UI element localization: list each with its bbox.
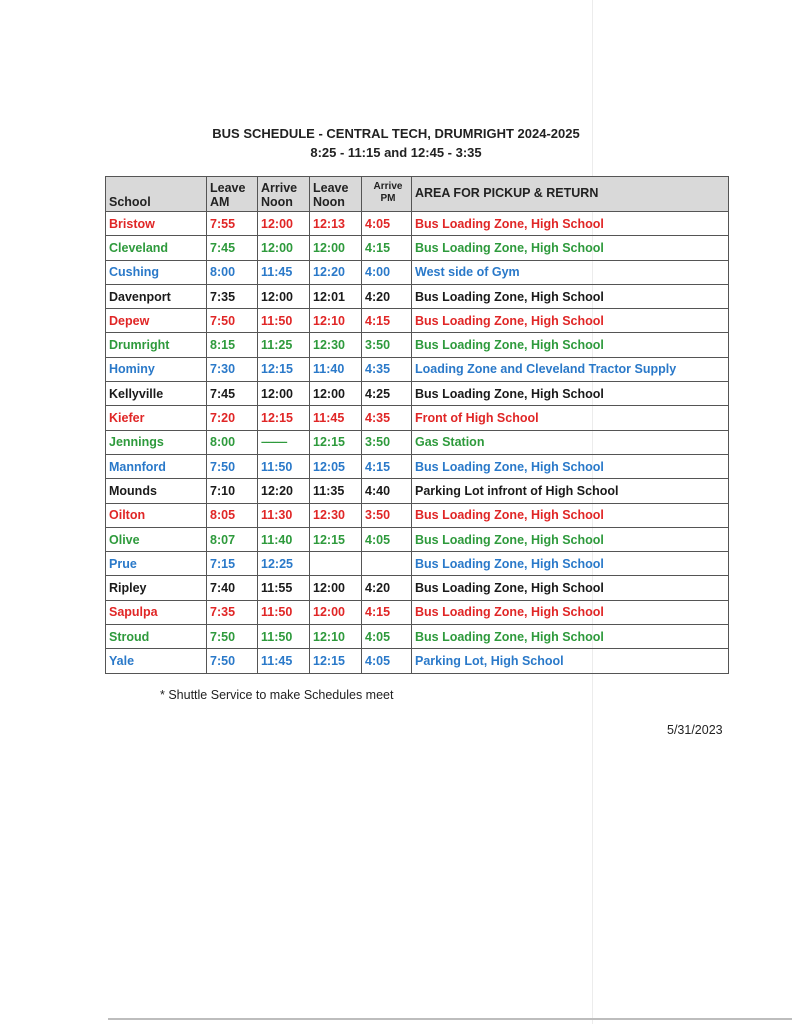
table-row — [106, 357, 729, 381]
cell-area: Parking Lot infront of High School — [412, 479, 729, 503]
cell-leave-am: 7:50 — [207, 625, 258, 649]
page-title: BUS SCHEDULE - CENTRAL TECH, DRUMRIGHT 2024-2025 — [212, 126, 580, 141]
table-row — [106, 236, 729, 260]
table-row — [106, 212, 729, 236]
table-row — [106, 406, 729, 430]
cell-leave-noon: 12:30 — [310, 503, 362, 527]
cell-school: Kellyville — [106, 382, 207, 406]
cell-school: Mannford — [106, 454, 207, 478]
cell-school: Prue — [106, 552, 207, 576]
cell-school: Yale — [106, 649, 207, 673]
cell-leave-noon: 12:13 — [310, 212, 362, 236]
cell-arrive-noon: 12:00 — [258, 382, 310, 406]
cell-area: Bus Loading Zone, High School — [412, 600, 729, 624]
cell-area: Parking Lot, High School — [412, 649, 729, 673]
cell-area: Bus Loading Zone, High School — [412, 333, 729, 357]
cell-area: Loading Zone and Cleveland Tractor Supply — [412, 357, 729, 381]
col-header-arrive-noon: Arrive Noon — [258, 177, 310, 212]
cell-leave-noon: 12:01 — [310, 284, 362, 308]
cell-school: Hominy — [106, 357, 207, 381]
cell-arrive-noon: 11:45 — [258, 649, 310, 673]
document-date: 5/31/2023 — [667, 723, 723, 737]
table-row — [106, 479, 729, 503]
cell-area: Bus Loading Zone, High School — [412, 576, 729, 600]
cell-school: Jennings — [106, 430, 207, 454]
cell-arrive-pm: 4:20 — [362, 576, 412, 600]
cell-leave-noon: 12:15 — [310, 527, 362, 551]
cell-leave-noon: 12:00 — [310, 382, 362, 406]
cell-leave-noon: 12:00 — [310, 236, 362, 260]
cell-arrive-noon: 11:55 — [258, 576, 310, 600]
cell-arrive-pm: 4:00 — [362, 260, 412, 284]
cell-arrive-pm: 4:15 — [362, 236, 412, 260]
col-header-arrive-pm: Arrive PM — [362, 177, 412, 212]
cell-arrive-noon: 11:50 — [258, 454, 310, 478]
cell-school: Cushing — [106, 260, 207, 284]
cell-area: Bus Loading Zone, High School — [412, 503, 729, 527]
cell-school: Drumright — [106, 333, 207, 357]
cell-area: Bus Loading Zone, High School — [412, 236, 729, 260]
cell-arrive-noon: 12:20 — [258, 479, 310, 503]
cell-leave-am: 7:45 — [207, 236, 258, 260]
cell-arrive-noon: 12:00 — [258, 236, 310, 260]
col-header-school: School — [106, 177, 207, 212]
table-row — [106, 576, 729, 600]
cell-arrive-noon: 11:25 — [258, 333, 310, 357]
table-row — [106, 649, 729, 673]
cell-school: Davenport — [106, 284, 207, 308]
cell-school: Kiefer — [106, 406, 207, 430]
table-row — [106, 260, 729, 284]
cell-arrive-noon: 11:50 — [258, 600, 310, 624]
bus-schedule-table — [105, 176, 729, 674]
cell-leave-am: 7:55 — [207, 212, 258, 236]
cell-leave-am: 7:15 — [207, 552, 258, 576]
table-row — [106, 600, 729, 624]
cell-school: Depew — [106, 309, 207, 333]
cell-arrive-pm — [362, 552, 412, 576]
cell-arrive-pm: 3:50 — [362, 503, 412, 527]
cell-arrive-noon: 12:15 — [258, 357, 310, 381]
cell-area: Bus Loading Zone, High School — [412, 625, 729, 649]
cell-leave-noon: 12:15 — [310, 430, 362, 454]
cell-leave-noon: 12:00 — [310, 600, 362, 624]
cell-leave-noon: 12:20 — [310, 260, 362, 284]
table-row — [106, 309, 729, 333]
cell-school: Stroud — [106, 625, 207, 649]
table-row — [106, 382, 729, 406]
footnote: * Shuttle Service to make Schedules meet — [160, 688, 394, 702]
cell-area: Bus Loading Zone, High School — [412, 527, 729, 551]
cell-leave-am: 7:45 — [207, 382, 258, 406]
cell-leave-am: 8:07 — [207, 527, 258, 551]
cell-arrive-pm: 4:05 — [362, 212, 412, 236]
cell-arrive-pm: 4:05 — [362, 527, 412, 551]
cell-leave-am: 7:50 — [207, 454, 258, 478]
cell-arrive-pm: 4:25 — [362, 382, 412, 406]
cell-leave-am: 8:15 — [207, 333, 258, 357]
cell-area: Bus Loading Zone, High School — [412, 284, 729, 308]
cell-area: Front of High School — [412, 406, 729, 430]
cell-arrive-noon: 11:45 — [258, 260, 310, 284]
cell-arrive-pm: 3:50 — [362, 333, 412, 357]
cell-leave-noon: 11:40 — [310, 357, 362, 381]
cell-leave-am: 7:50 — [207, 649, 258, 673]
cell-school: Sapulpa — [106, 600, 207, 624]
cell-leave-noon: 12:00 — [310, 576, 362, 600]
cell-area: West side of Gym — [412, 260, 729, 284]
cell-arrive-pm: 4:05 — [362, 625, 412, 649]
cell-school: Bristow — [106, 212, 207, 236]
cell-school: Cleveland — [106, 236, 207, 260]
cell-leave-am: 7:30 — [207, 357, 258, 381]
cell-area: Bus Loading Zone, High School — [412, 382, 729, 406]
cell-arrive-pm: 4:15 — [362, 454, 412, 478]
table-row — [106, 430, 729, 454]
cell-arrive-pm: 4:15 — [362, 309, 412, 333]
table-row — [106, 333, 729, 357]
cell-school: Oilton — [106, 503, 207, 527]
cell-arrive-noon: 11:50 — [258, 309, 310, 333]
cell-leave-noon: 12:10 — [310, 625, 362, 649]
cell-leave-am: 7:10 — [207, 479, 258, 503]
cell-leave-am: 8:00 — [207, 430, 258, 454]
cell-leave-am: 7:40 — [207, 576, 258, 600]
cell-arrive-pm: 4:40 — [362, 479, 412, 503]
cell-arrive-noon: ----------- — [258, 430, 310, 454]
cell-leave-am: 7:20 — [207, 406, 258, 430]
table-row — [106, 503, 729, 527]
cell-area: Bus Loading Zone, High School — [412, 309, 729, 333]
cell-area: Bus Loading Zone, High School — [412, 552, 729, 576]
cell-arrive-pm: 4:20 — [362, 284, 412, 308]
table-row — [106, 527, 729, 551]
cell-leave-noon: 12:30 — [310, 333, 362, 357]
table-header-row — [106, 177, 729, 212]
cell-arrive-noon: 12:15 — [258, 406, 310, 430]
cell-leave-noon: 11:35 — [310, 479, 362, 503]
cell-leave-am: 7:35 — [207, 600, 258, 624]
cell-leave-noon: 12:10 — [310, 309, 362, 333]
cell-arrive-pm: 4:05 — [362, 649, 412, 673]
table-row — [106, 284, 729, 308]
cell-arrive-noon: 12:00 — [258, 212, 310, 236]
cell-leave-am: 7:35 — [207, 284, 258, 308]
table-row — [106, 454, 729, 478]
cell-arrive-pm: 4:35 — [362, 406, 412, 430]
cell-arrive-pm: 4:35 — [362, 357, 412, 381]
cell-leave-am: 8:05 — [207, 503, 258, 527]
cell-arrive-pm: 3:50 — [362, 430, 412, 454]
table-row — [106, 552, 729, 576]
col-header-leave-noon: Leave Noon — [310, 177, 362, 212]
cell-school: Olive — [106, 527, 207, 551]
cell-area: Bus Loading Zone, High School — [412, 454, 729, 478]
cell-arrive-noon: 11:30 — [258, 503, 310, 527]
cell-leave-noon — [310, 552, 362, 576]
table-row — [106, 625, 729, 649]
cell-leave-noon: 12:05 — [310, 454, 362, 478]
cell-area: Bus Loading Zone, High School — [412, 212, 729, 236]
col-header-area: AREA FOR PICKUP & RETURN — [412, 177, 729, 212]
cell-school: Mounds — [106, 479, 207, 503]
cell-area: Gas Station — [412, 430, 729, 454]
cell-leave-am: 8:00 — [207, 260, 258, 284]
cell-arrive-noon: 11:40 — [258, 527, 310, 551]
scan-bottom-edge — [108, 1018, 792, 1020]
cell-arrive-noon: 12:25 — [258, 552, 310, 576]
cell-leave-am: 7:50 — [207, 309, 258, 333]
cell-arrive-noon: 11:50 — [258, 625, 310, 649]
cell-arrive-pm: 4:15 — [362, 600, 412, 624]
page-subtitle: 8:25 - 11:15 and 12:45 - 3:35 — [310, 145, 482, 160]
cell-leave-noon: 12:15 — [310, 649, 362, 673]
col-header-leave-am: Leave AM — [207, 177, 258, 212]
cell-school: Ripley — [106, 576, 207, 600]
cell-leave-noon: 11:45 — [310, 406, 362, 430]
cell-arrive-noon: 12:00 — [258, 284, 310, 308]
